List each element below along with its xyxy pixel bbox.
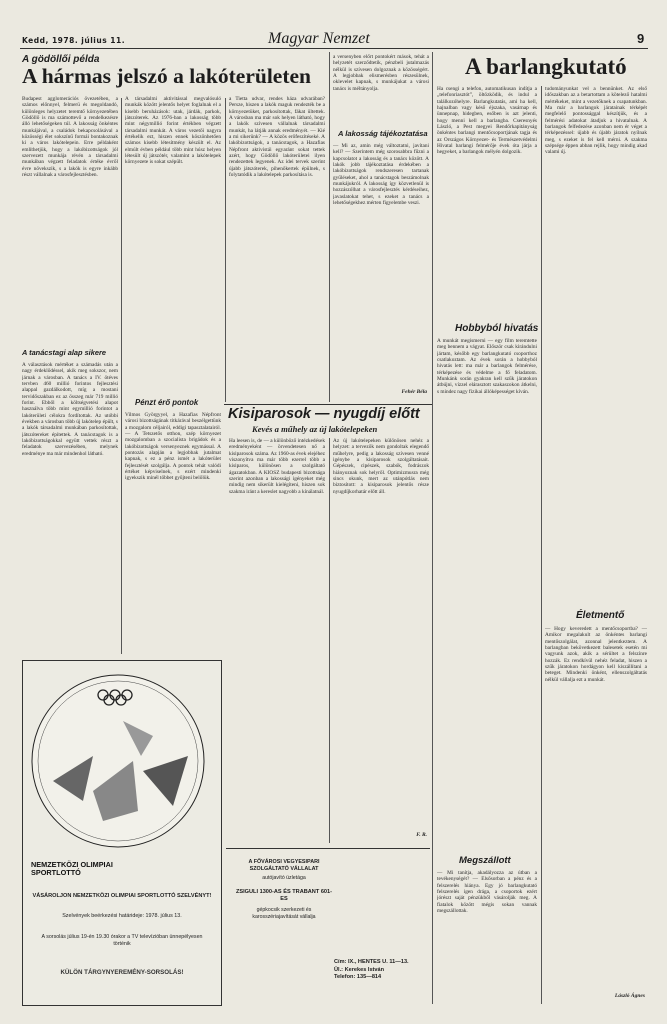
- header-rule: [20, 48, 648, 49]
- kisipar-subtitle: Kevés a műhely az új lakótelepeken: [252, 424, 378, 434]
- kisipar-title: Kisiparosok — nyugdíj előtt: [228, 406, 420, 422]
- barlang-body-col1b: A munkát megismerni — egy film teremtette meg bennem a vágyat. Először csak kirándulni jártam, később egy barlangkutató csoporthoz csatlakoztam. Az évek során a hobbyból hivatás lett: ma már a barlangok felmérése, térképezése és védelme a fő feladatom. Munkánk során gyakran kell szűk járatokon átbújni, vízzel elárasztott szakaszokon átkelni, s mindez nagy fizikai állóképességet kíván.: [437, 338, 537, 395]
- gfodollo-body-col2: A társadalmi aktivitással megvalósuló munkák között jelentős helyet foglalnak el a kisebb beruházások: utak, járdák, parkok, játszóterek. Az 1976-ban a lakosság több mint négymillió forint értékben végzett társadalmi munkát. A város vezetői nagyra értékelik ezt, hiszen ennek köszönhetően számos kisebb létesítmény készült el. Az elmúlt évben például több mint húsz helyen létesült új játszótér, valamint a lakótelepek környezete is sokat szépült.: [125, 96, 221, 166]
- sportlotto-emblem-text: NEMZETKÖZI OLIMPIAI SPORTLOTTÓ: [31, 860, 113, 877]
- sportlotto-line2: Szelvények beérkezési határideje: 1978. július 13.: [62, 913, 182, 919]
- olympic-emblem-icon: [23, 661, 221, 861]
- gfodollo-body-col2b: Vilmos Györgyyel, a Hazafias Népfront városi bizottságának titkárával beszélgettünk a mozgalom céljairól, eddigi tapasztalatairól. — A Tetszetős otthon, szép környezet mozgalomban a szocialista brigádok és a lakóbizottságok versenyeznek egymással. A pontozás alapján a legjobbak jutalmat kapnak, s ez a pénz ismét a lakóterület fejlesztését szolgálja. A pontok tehát valódi értéket képviselnek, s ezért mindenki igyekszik minél többet gyűjteni belőlük.: [125, 412, 221, 482]
- address-line1: Cím: IX., HENTES U. 11—13.: [334, 959, 409, 965]
- issue-date: Kedd, 1978. július 11.: [22, 36, 126, 45]
- masthead: Magyar Nemzet: [268, 30, 370, 47]
- barlang-sub-b: Megszállott: [459, 855, 511, 866]
- address-line2: Ül.: Kerekes István: [334, 966, 385, 973]
- barlang-body-col1c: — Mi tanítja, akadályozza az útban a tevékenységét? — Elsősorban a pénz és a felszerelés hiánya. Egy jó barlangkutató felszerelés igen drága, a csoportok ezért jórészt saját pénzükből vásárolják meg. A fiatalok között mégis sokan vannak megszállottak.: [437, 870, 537, 915]
- vegyesipari-line4: gépkocsik szerkezeti és karosszériajavítását vállalja: [252, 907, 316, 920]
- gfodollo-sub3: A lakosság tájékoztatása: [338, 129, 428, 138]
- gfodollo-sub1: A tanácstagi alap sikere: [22, 348, 106, 357]
- gfodollo-author: Fehér Béla: [401, 389, 427, 395]
- vegyesipari-ad: [226, 848, 430, 1005]
- barlang-body-col2: tudományunkat vel a bennünket. Az első időszakban az a betartottam a kötelező hatalmi mértékeket, mint a vezetőknek a csapatunkban. Ma már a barlangok járatainak térképét megfelelő pontossággal készítjük, és a felmérési adatokat átadjuk a hivatalnak. A barlangok felfedezése azonban nem ér véget a térképezéssel: újabb és újabb járatok nyílnak meg, s ezeket is fel kell mérni. A szakma szépsége éppen abban rejlik, hogy mindig akad valami új.: [545, 86, 647, 156]
- barlang-sub: Hobbyból hivatás: [455, 323, 539, 334]
- gfodollo-body-col4b: — Mi az, amin még változtatni, javítani kell? — Szerintem még szorosabbra fűzni a kapcsolatot a lakosság és a tanács között. A lakók jobb tájékoztatása érdekében a lakóbizottságok rendszeresen tartanak gyűléseket, ahol a tanácstagok beszámolnak munkájukról. A lakosság így közvetlenül is hozzászólhat a városfejlesztés kérdéseihez, javaslatokat tehet, s ezeket a tanács a lehetőségekhez mérten figyelembe veszi.: [333, 143, 429, 207]
- barlang-title: A barlangkutató: [465, 54, 627, 79]
- gfodollo-sub2: Pénzt érő pontok: [135, 398, 199, 407]
- gfodollo-body-col1b: A választások mértéket a számadás után a nagy érdeklődéssel, akik meg sokszor, nem járnak a városban. A tanács a IV. ötéves tervben 460 millió forintos fejlesztési alappal gazdálkodott, míg a mostani tervidőszakban ez az összeg már 719 millió forint. Ebből a költségvetési alapot használva több mint egymillió forintot a lakóterületi célokra fordítottak. Az utóbbi években a városban több új lakótelep épült, s a lakók társadalmi munkában parkosítottak, játszótereket építettek. A tanácstagok is a lakóbizottságokkal együtt vettek részt a feladatok szervezésében, melynek eredménye ma már mindenhol látható.: [22, 362, 118, 457]
- kisipar-body-col1: Ha leesen is, de — a különböző intézkedések eredményeként — örvendetesen nő a kisiparosok száma. Az 1960-as évek elejéhez viszonyítva ma már több ezerrel több a kisiparos, különösen a szolgáltató ágazatokban. A KIOSZ budapesti bizottsága szerint azonban a lakossági igényeket még mindig nem sikerült kielégíteni, hiszen sok szakma iránt a kereslet nagyobb a kínálatnál.: [229, 438, 325, 495]
- barlang-sub2: Életmentő: [576, 610, 625, 621]
- gfodollo-kicker: A gödöllői példa: [22, 54, 100, 65]
- gfodollo-title: A hármas jelszó a lakóterületen: [22, 64, 312, 88]
- address-block: [334, 959, 428, 982]
- page-number: 9: [637, 31, 645, 46]
- gfodollo-body-col3: a Tietta udvar, rendes háza udvarában? Persze, hiszen a lakók maguk rendezték be a környezetüket, parkosítottak, fákat ültettek. A városban ma már sok helyen látható, hogy a lakók szívesen vállalnak társadalmi munkát, ha látják annak eredményét. — Kié a mi sikerünk? — A közös erőfeszítéseké. A lakóbizottságok, a tanácstagok, a Hazafias Népfront aktivistái egyaránt sokat tettek azért, hogy Gödöllő lakóterületei ilyen rendezettek legyenek. Az idei tervek szerint újabb játszóterek, pihenőkertek épülnek, s folytatódik a lakótelepek parkosítása is.: [229, 96, 325, 179]
- barlang-author: László Ágnes: [614, 993, 645, 999]
- vegyesipari-line2: autójavító üzletága: [262, 875, 306, 881]
- barlang-body-col2b: — Hogy keveredett a mentőcsoportba? — Amikor megalakult az önkéntes barlangi mentőszolgálat, azonnal jelentkeztem. A barlangban bekövetkezett balesetek esetén mi vagyunk azok, akik a sérültet a felszínre hozzák. Ez rendkívül nehéz feladat, hiszen a szűk járatokon hordágyon kell kiszállítani a beteget. Mindenki önként, ellenszolgáltatás nélkül vállalja ezt a munkát.: [545, 626, 647, 683]
- sportlotto-ad: [22, 660, 222, 1006]
- gfodollo-body-col1: Budapest agglomerációs övezetében, a számos előnnyel, felmerü és megoldandó, különleges helyzetet teremtő környezetében Gödöllő is ma számottevő a rendelkezésre álló lehetőségeken túl. A lakosság önkéntes munkájával, a családok bekapcsolásával a közösségi élet sokszínű formái bontakoznak ki a város lakótelepein. Erre példaként említhetjük, hogy a lakóbizottságok jól szervezett munkája révén a társadalmi munkában végzett feladatok értéke évről évre növekszik, s a lakók is egyre inkább részt vállalnak a városfejlesztésben.: [22, 96, 118, 179]
- gfodollo-body-col4: a versenyben előrt pontokért mások, tehát a helyzetét szerződtetik, pénzbeli jutalmazás nélkül is szívesen dolgoznak a közösségért. A legjobbak elismerésben részesülnek, oklevelet kapnak, s munkájukat a városi tanács is méltányolja.: [333, 54, 429, 92]
- sportlotto-footer: KÜLÖN TÁRGYNYEREMÉNY-SORSOLÁS!: [60, 969, 184, 976]
- kisipar-body-col2: Az új lakótelepeken különösen nehéz a helyzet: a tervezők nem gondoltak elegendő műhelyre, pedig a lakosság szívesen venné igénybe a kisiparosok szolgáltatásait. Gépészek, cipészek, szabók, fodrászok hiányoznak sok helyről. Optimizmusra még sincs okunk, mert az utánpótlás nem biztosított: a kisiparosok jelentős része nyugdíjkorhatár előtt áll.: [333, 438, 429, 495]
- sportlotto-line3: A sorsolás július 19-én 19.30 órakor a TV televízióban ünnepélyesen történik: [41, 934, 203, 947]
- vegyesipari-line1: A FŐVÁROSI VEGYESIPARI SZOLGÁLTATÓ VÁLLALAT: [248, 859, 320, 872]
- address-line3: Telefon: 135—814: [334, 974, 382, 980]
- barlang-body-col1: Ha csengi a telefon, automatikusan indítja a „telefonriasztót”, öltözködik, és indul a találkozóhelyre. Barlangkutatás, ami ha kell, hajnalban vagy késő éjszaka, vasárnap és ünnepnap, hidegben, esőben is azt jelenti, hogy menni kell a barlangba. Cseresnyés László, a Pest megyei Rendőrkapitányság önkéntes barlangi mentőcsoportjának tagja és az Országos Környezet- és Természetvédelmi Hivatal barlangi felmérője évek óta járja a hegyeket, a barlangok mélyén dolgozik.: [437, 86, 537, 156]
- vegyesipari-line3: ZSIGULI 1300-AS ÉS TRABANT 601-ES: [235, 889, 333, 902]
- sportlotto-line1: VÁSÁROLJON NEMZETKÖZI OLIMPIAI SPORTLOTTÓ SZELVÉNYT!: [32, 893, 212, 899]
- kisipar-author: F. R.: [416, 832, 427, 838]
